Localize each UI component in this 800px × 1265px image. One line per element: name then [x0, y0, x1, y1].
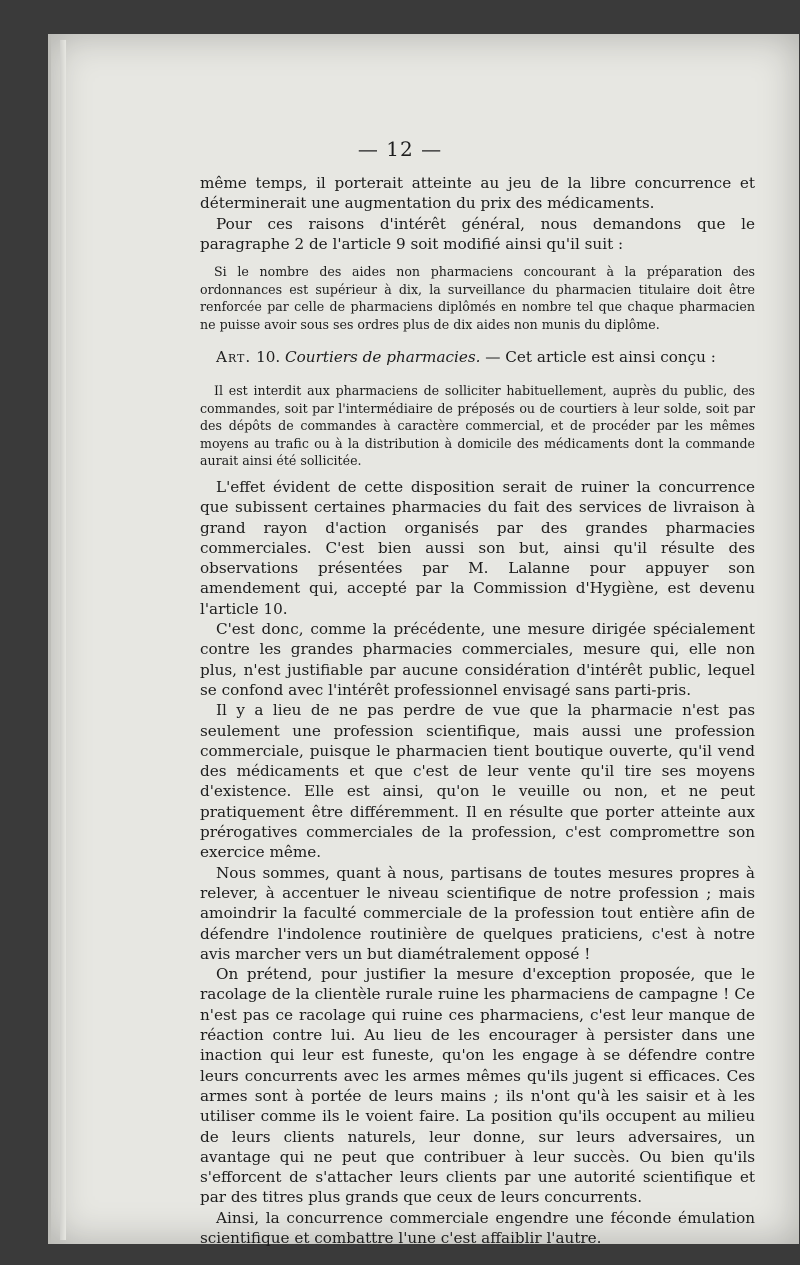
commentary-paragraph: L'effet évident de cette disposition serait de ruiner la concurrence que subissent certaines pharmacies du fait des services de livraison à grand rayon d'action organisés par des grandes pharmacies commerciales. C'est bien aussi son but, ainsi qu'il résulte des observations présentées par M. Lalanne pour appuyer son amendement qui, accepté par la Commission d'Hygiène, est devenu l'article 10.: [200, 478, 755, 618]
commentary-paragraph: Ainsi, la concurrence commerciale engendre une féconde émulation scientifique et combattre l'une c'est affaiblir l'autre.: [200, 1208, 755, 1247]
page-binding-edge: [60, 40, 66, 1240]
commentary-paragraph: C'est donc, comme la précédente, une mesure dirigée spécialement contre les grandes pharmacies commerciales, mesure qui, elle non plus, n'est justifiable par aucune considération d'intérêt public, lequel se confond avec l'intérêt professionnel envisagé sans parti-pris.: [200, 620, 755, 699]
article-heading: [200, 348, 755, 366]
quote-paragraph: Il est interdit aux pharmaciens de solliciter habituellement, auprès du public, des commandes, soit par l'intermédiaire de préposés ou de courtiers à leur solde, soit par des dépôts de commandes à caractère commercial, et de procéder par les mêmes moyens au trafic ou à la distribution à domicile des médicaments dont la commande aurait ainsi été sollicitée.: [200, 383, 755, 468]
intro-paragraph-2: Pour ces raisons d'intérêt général, nous demandons que le paragraphe 2 de l'article 9 soit modifié ainsi qu'il suit :: [200, 214, 755, 253]
intro-block: [200, 173, 755, 254]
article-label: Art.: [216, 348, 252, 366]
article-suffix: — Cet article est ainsi conçu :: [485, 348, 716, 366]
commentary-paragraph: Il y a lieu de ne pas perdre de vue que la pharmacie n'est pas seulement une profession scientifique, mais aussi une profession commerciale, puisque le pharmacien tient boutique ouverte, qu'il vend des médicaments et que c'est de leur vente qu'il tire ses moyens d'existence. Elle est ainsi, qu'on le veuille ou non, et ne peut pratiquement être différemment. Il en résulte que porter atteinte aux prérogatives commerciales de la profession, c'est compromettre son exercice même.: [200, 701, 755, 862]
article-title: Courtiers de pharmacies.: [285, 348, 481, 366]
commentary-paragraph: On prétend, pour justifier la mesure d'exception proposée, que le racolage de la clientèle rurale ruine les pharmaciens de campagne ! Ce n'est pas ce racolage qui ruine ces pharmaciens, c'est leur manque de réaction contre lui. Au lieu de les encourager à persister dans une inaction qui leur est funeste, qu'on les engage à se défendre contre leurs concurrents avec les armes mêmes qu'ils jugent si efficaces. Ces armes sont à portée de leurs mains ; ils n'ont qu'à les saisir et à les utiliser comme ils le voient faire. La position qu'ils occupent au milieu de leurs clients naturels, leur donne, sur leurs adversaires, un avantage qui ne peut que contribuer à leur succès. Ou bien qu'ils s'efforcent de s'attacher leurs clients par une autorité scientifique et par des titres plus grands que ceux de leurs concurrents.: [200, 965, 755, 1207]
page-number: — 12 —: [357, 137, 443, 161]
intro-paragraph-1: même temps, il porterait atteinte au jeu de la libre concurrence et déterminerait une augmentation du prix des médicaments.: [200, 174, 755, 213]
quote-paragraph: Si le nombre des aides non pharmaciens concourant à la préparation des ordonnances est supérieur à dix, la surveillance du pharmacien titulaire doit être renforcée par celle de pharmaciens diplômés en nombre tel que chaque pharmacien ne puisse avoir sous ses ordres plus de dix aides non munis du diplôme.: [200, 264, 755, 332]
commentary-paragraph: Nous sommes, quant à nous, partisans de toutes mesures propres à relever, à accentuer le niveau scientifique de notre profession ; mais amoindrir la faculté commerciale de la profession tout entière afin de défendre l'indolence routinière de quelques praticiens, c'est à notre avis marcher vers un but diamétralement opposé !: [200, 863, 755, 963]
article-number: 10.: [256, 348, 281, 366]
quoted-amendment: [200, 263, 755, 333]
quoted-article-text: [200, 382, 755, 470]
commentary-block: [200, 477, 755, 1248]
